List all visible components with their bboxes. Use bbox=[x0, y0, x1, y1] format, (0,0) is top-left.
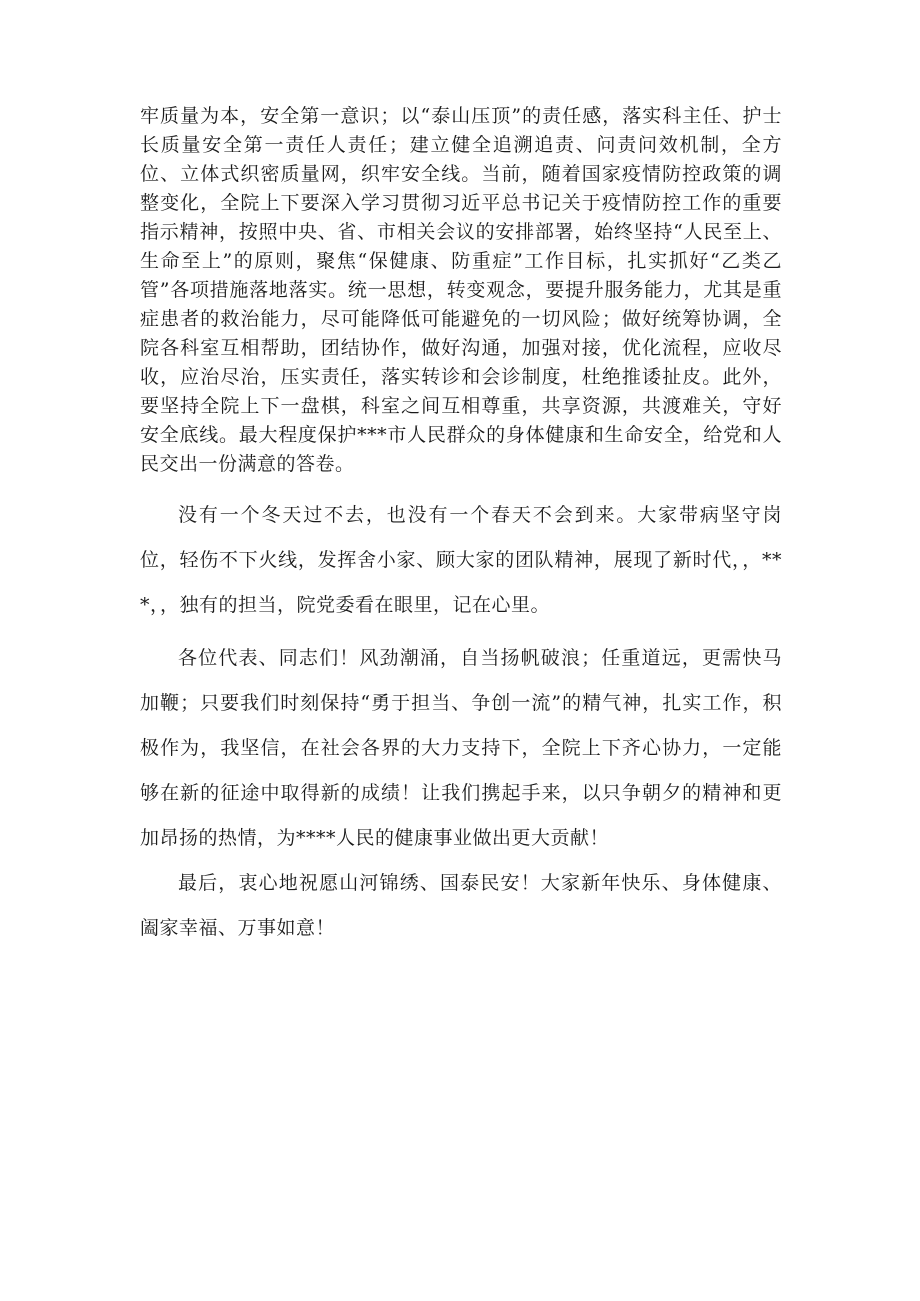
paragraph-closing-wishes: 最后，衷心地祝愿山河锦绣、国泰民安！大家新年快乐、身体健康、阖家幸福、万事如意！ bbox=[140, 872, 782, 939]
paragraph-representatives: 各位代表、同志们！风劲潮涌，自当扬帆破浪；任重道远，更需快马加鞭；只要我们时刻保持“勇于担当、争创一流”的精气神，扎实工作，积极作为，我坚信，在社会各界的大力支持下，全院上下齐心协力，一定能够在新的征途中取得新的成绩！让我们携起手来，以只争朝夕的精神和更加昂扬的热情，为****人民的健康事业做出更大贡献！ bbox=[140, 647, 782, 849]
paragraph-winter-spring: 没有一个冬天过不去，也没有一个春天不会到来。大家带病坚守岗位，轻伤不下火线，发挥舍小家、顾大家的团队精神，展现了新时代，，***，，独有的担当，院党委看在眼里，记在心里。 bbox=[140, 504, 782, 616]
document-page bbox=[140, 102, 782, 951]
paragraph-quality-safety: 牢质量为本，安全第一意识；以“泰山压顶”的责任感，落实科主任、护士长质量安全第一责任人责任；建立健全追溯追责、问责问效机制，全方位、立体式织密质量网，织牢安全线。当前，随着国家疫情防控政策的调整变化，全院上下要深入学习贯彻习近平总书记关于疫情防控工作的重要指示精神，按照中央、省、市相关会议的安排部署，始终坚持“人民至上、生命至上”的原则，聚焦“保健康、防重症”工作目标，扎实抓好“乙类乙管”各项措施落地落实。统一思想，转变观念，要提升服务能力，尤其是重症患者的救治能力，尽可能降低可能避免的一切风险；做好统筹协调，全院各科室互相帮助，团结协作，做好沟通，加强对接，优化流程，应收尽收，应治尽治，压实责任，落实转诊和会诊制度，杜绝推诿扯皮。此外，要坚持全院上下一盘棋，科室之间互相尊重，共享资源，共渡难关，守好安全底线。最大程度保护***市人民群众的身体健康和生命安全，给党和人民交出一份满意的答卷。 bbox=[140, 105, 782, 475]
